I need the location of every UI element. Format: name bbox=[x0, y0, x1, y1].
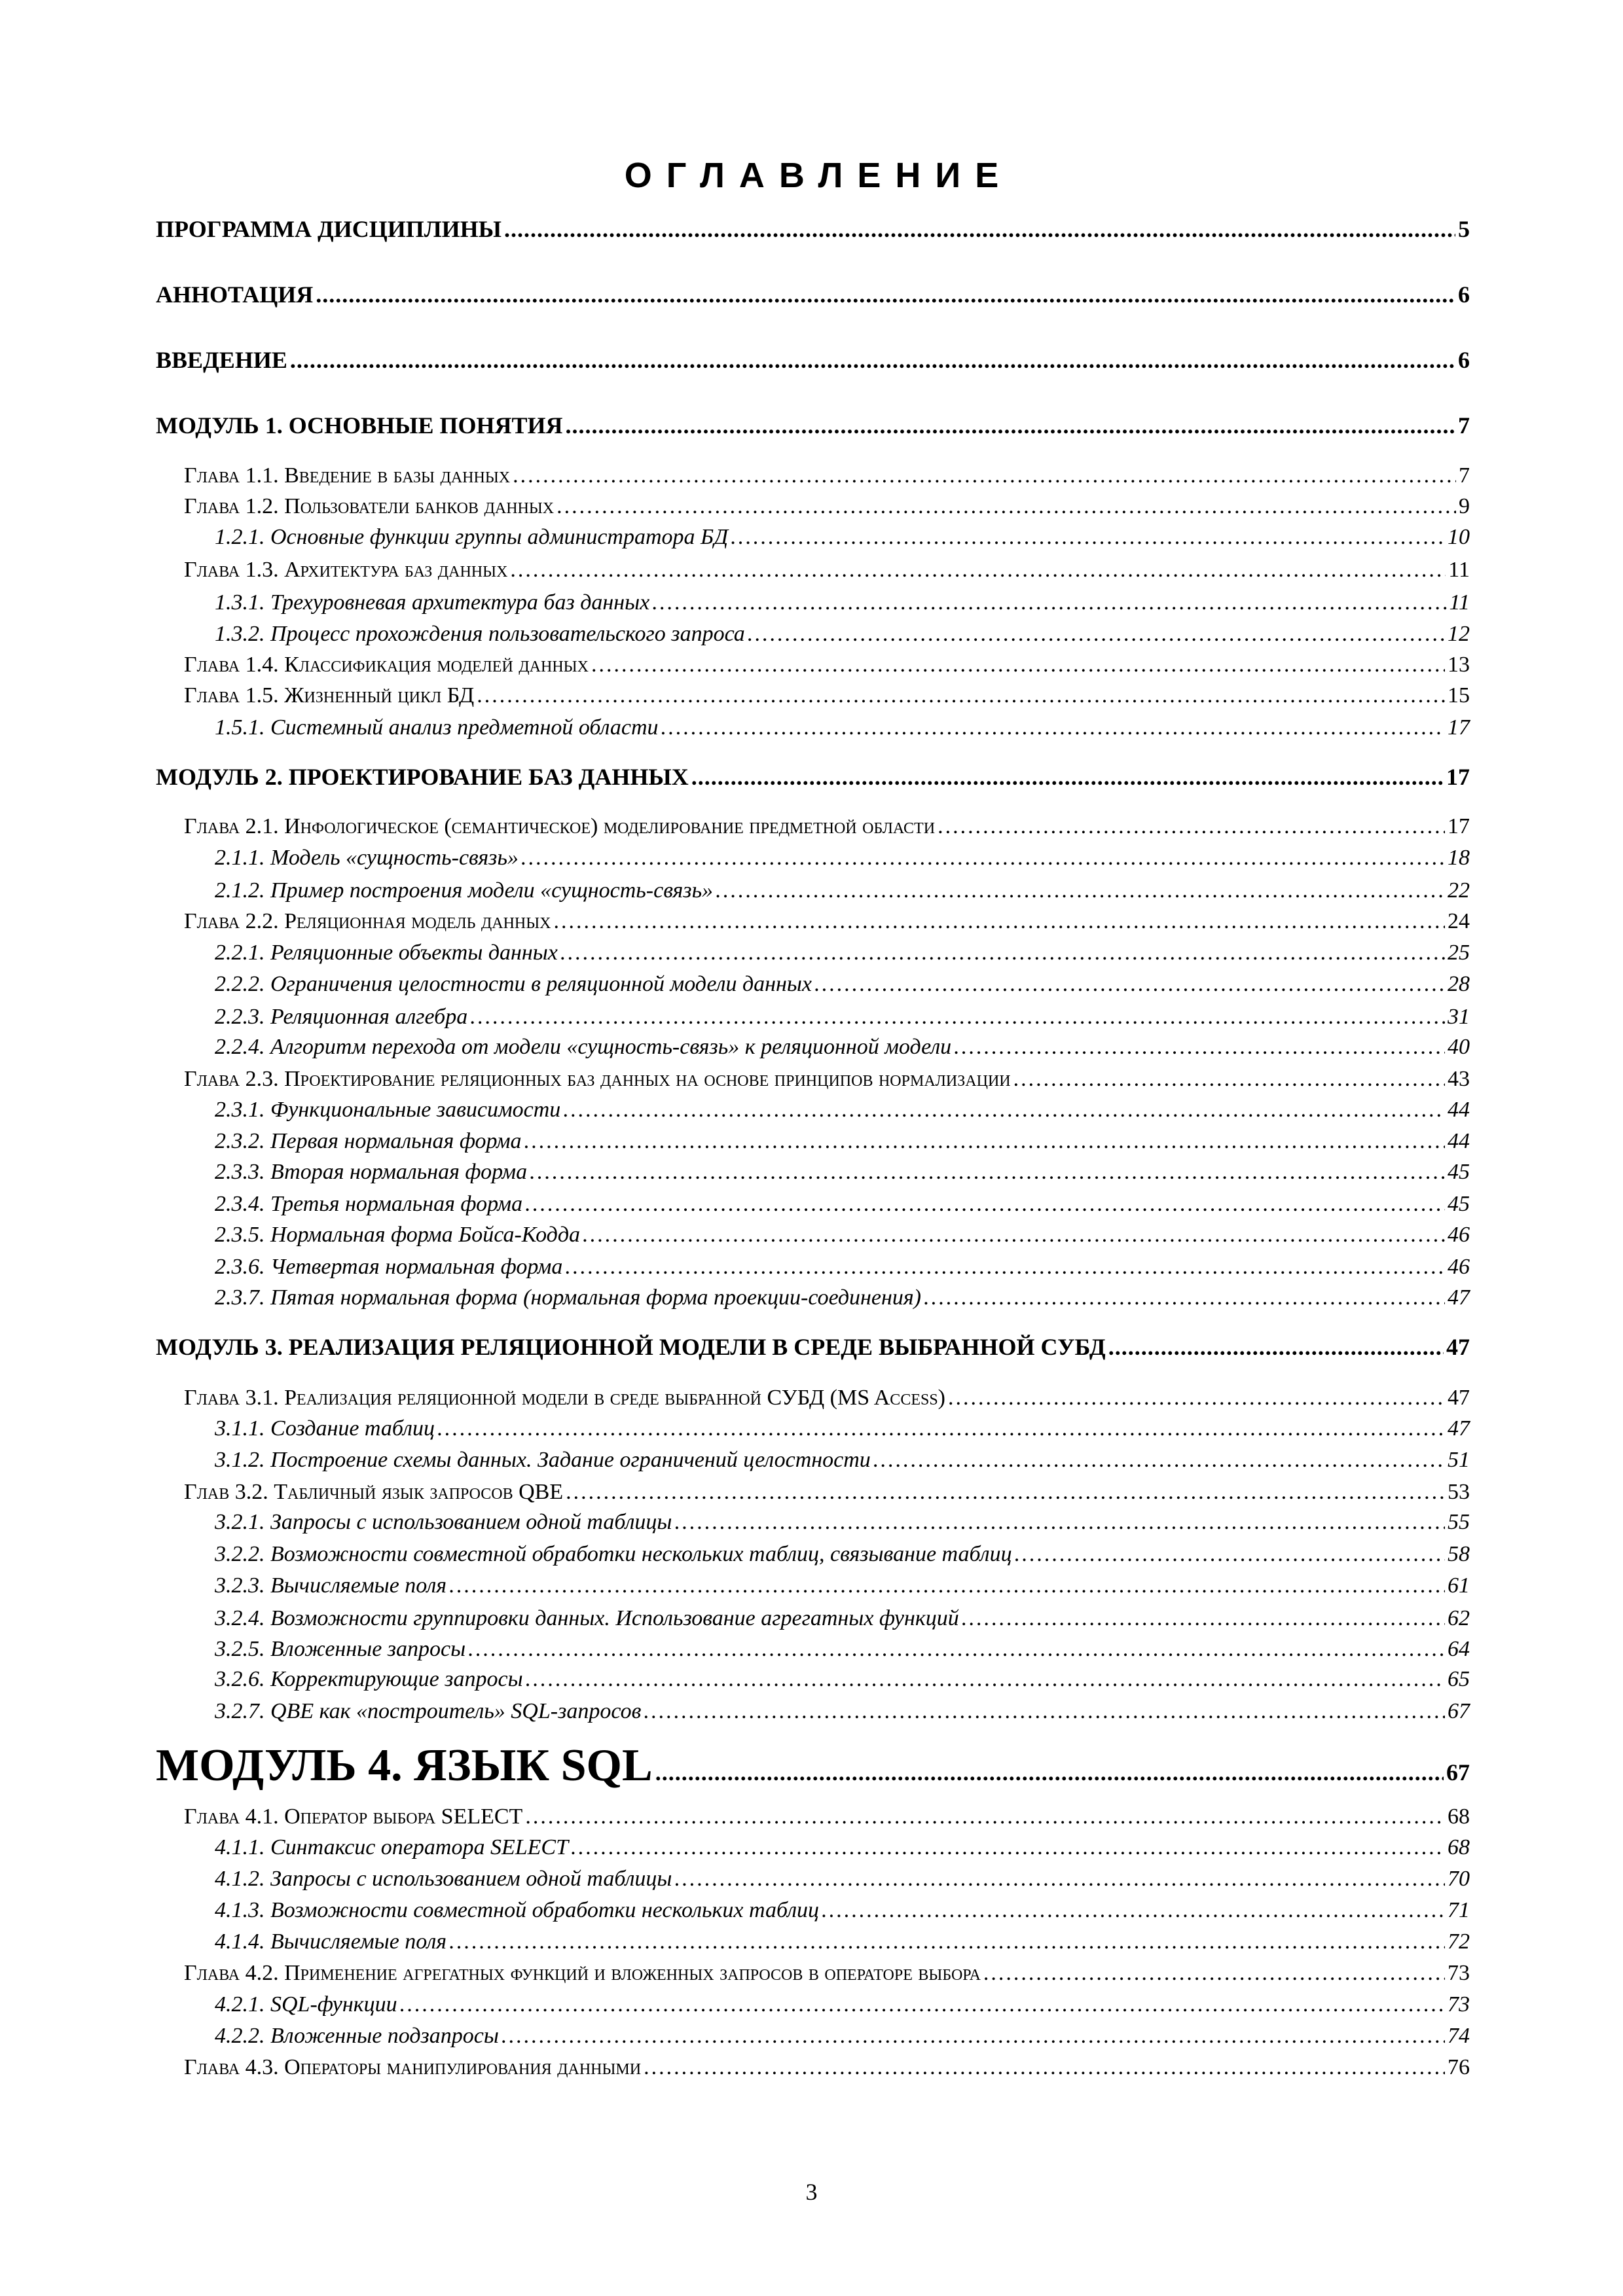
toc-entry-title: Глава 1.2. Пользователи банков данных bbox=[184, 494, 555, 518]
toc-entry-title: 4.1.1. Синтаксис оператора SELECT bbox=[215, 1835, 568, 1859]
toc-entry-chapter[interactable] bbox=[184, 554, 1470, 586]
toc-entry-page: 18 bbox=[1448, 846, 1470, 870]
toc-entry-title: 4.1.2. Запросы с использованием одной таблицы bbox=[215, 1867, 672, 1891]
toc-entry-page: 13 bbox=[1448, 653, 1470, 677]
toc-entry-section[interactable] bbox=[215, 1412, 1470, 1445]
dot-leader bbox=[524, 1125, 1445, 1158]
toc-entry-section[interactable] bbox=[215, 1863, 1470, 1895]
toc-entry-page: 46 bbox=[1448, 1255, 1470, 1279]
toc-entry-chapter[interactable] bbox=[184, 1382, 1470, 1414]
toc-entry-title: 4.1.3. Возможности совместной обработки нескольких таблиц bbox=[215, 1898, 820, 1922]
toc-entry-page: 40 bbox=[1448, 1035, 1470, 1059]
toc-entry-title: 3.2.7. QBE как «построитель» SQL-запросов bbox=[215, 1699, 642, 1723]
page-number: 3 bbox=[805, 2179, 818, 2205]
toc-entry-section[interactable] bbox=[215, 1570, 1470, 1602]
toc-entry-title: 2.2.1. Реляционные объекты данных bbox=[215, 941, 558, 965]
dot-leader bbox=[563, 1094, 1445, 1126]
toc-entry-page: 24 bbox=[1448, 909, 1470, 933]
dot-leader bbox=[948, 1382, 1445, 1414]
toc-entry-page: 74 bbox=[1448, 2024, 1470, 2048]
toc-entry-section[interactable] bbox=[215, 1031, 1470, 1064]
toc-entry-page: 43 bbox=[1448, 1067, 1470, 1091]
toc-entry-page: 71 bbox=[1448, 1898, 1470, 1922]
dot-leader bbox=[525, 1801, 1445, 1833]
toc-entry-chapter[interactable] bbox=[184, 490, 1470, 523]
toc-entry-page: 10 bbox=[1448, 525, 1470, 549]
toc-entry-title: ВВЕДЕНИЕ bbox=[156, 347, 287, 373]
toc-entry-section[interactable] bbox=[215, 1695, 1470, 1728]
dot-leader bbox=[661, 711, 1445, 744]
toc-entry-chapter[interactable] bbox=[184, 2051, 1470, 2084]
toc-entry-chapter[interactable] bbox=[184, 679, 1470, 712]
toc-entry-page: 9 bbox=[1459, 494, 1470, 518]
toc-entry-chapter[interactable] bbox=[184, 1476, 1470, 1509]
toc-entry-page: 47 bbox=[1448, 1285, 1470, 1310]
toc-entry-title: Глава 4.3. Операторы манипулирования данными bbox=[184, 2055, 642, 2079]
dot-leader bbox=[565, 1251, 1445, 1283]
dot-leader bbox=[924, 1282, 1445, 1314]
toc-entry-page: 6 bbox=[1458, 347, 1470, 373]
toc-entry-title: 2.1.1. Модель «сущность-связь» bbox=[215, 846, 519, 870]
toc-entry-page: 67 bbox=[1446, 1759, 1470, 1785]
toc-entry-section[interactable] bbox=[215, 1538, 1470, 1571]
toc-entry-title: ПРОГРАММА ДИСЦИПЛИНЫ bbox=[156, 216, 501, 242]
toc-entry-page: 58 bbox=[1448, 1542, 1470, 1566]
toc-entry-page: 68 bbox=[1448, 1804, 1470, 1829]
toc-entry-top[interactable] bbox=[156, 344, 1470, 376]
toc-entry-title: 2.3.5. Нормальная форма Бойса-Кодда bbox=[215, 1223, 581, 1247]
toc-entry-page: 47 bbox=[1446, 1334, 1470, 1360]
toc-entry-section[interactable] bbox=[215, 711, 1470, 744]
dot-leader bbox=[938, 810, 1445, 843]
toc-entry-title: МОДУЛЬ 1. ОСНОВНЫЕ ПОНЯТИЯ bbox=[156, 412, 563, 439]
toc-entry-title: Глава 4.2. Применение агрегатных функций и вложенных запросов в операторе выбора bbox=[184, 1961, 981, 1985]
toc-entry-title: 2.1.2. Пример построения модели «сущность-связь» bbox=[215, 878, 714, 903]
toc-entry-top[interactable] bbox=[156, 409, 1470, 442]
toc-entry-section[interactable] bbox=[215, 1125, 1470, 1158]
dot-leader bbox=[554, 905, 1445, 938]
toc-entry-page: 53 bbox=[1448, 1480, 1470, 1504]
toc-entry-section[interactable] bbox=[215, 1282, 1470, 1314]
toc-entry-huge[interactable] bbox=[156, 1736, 1470, 1795]
toc-entry-page: 28 bbox=[1448, 972, 1470, 996]
toc-entry-page: 47 bbox=[1448, 1416, 1470, 1441]
dot-leader bbox=[556, 490, 1456, 523]
toc-entry-section[interactable] bbox=[215, 1988, 1470, 2021]
toc-entry-top[interactable] bbox=[156, 213, 1470, 245]
toc-entry-title: 3.2.3. Вычисляемые поля bbox=[215, 1573, 447, 1598]
toc-entry-section[interactable] bbox=[215, 1663, 1470, 1696]
toc-entry-page: 12 bbox=[1448, 622, 1470, 646]
dot-leader bbox=[526, 1663, 1445, 1696]
toc-entry-chapter[interactable] bbox=[184, 459, 1470, 492]
dot-leader bbox=[583, 1219, 1445, 1251]
toc-entry-section[interactable] bbox=[215, 586, 1470, 619]
toc-entry-page: 45 bbox=[1448, 1160, 1470, 1184]
toc-entry-page: 17 bbox=[1448, 715, 1470, 740]
toc-entry-title: Глав 3.2. Табличный язык запросов QBE bbox=[184, 1480, 564, 1504]
dot-leader bbox=[449, 1926, 1445, 1958]
toc-entry-page: 73 bbox=[1448, 1961, 1470, 1985]
toc-entry-section[interactable] bbox=[215, 1001, 1470, 1033]
toc-entry-section[interactable] bbox=[215, 1094, 1470, 1126]
toc-entry-title: 2.2.2. Ограничения целостности в реляционной модели данных bbox=[215, 972, 812, 996]
toc-entry-page: 25 bbox=[1448, 941, 1470, 965]
toc-entry-page: 15 bbox=[1448, 683, 1470, 708]
dot-leader bbox=[674, 1506, 1445, 1539]
dot-leader bbox=[316, 278, 1455, 311]
toc-entry-title: 3.1.1. Создание таблиц bbox=[215, 1416, 435, 1441]
toc-entry-page: 11 bbox=[1448, 558, 1470, 582]
dot-leader bbox=[691, 761, 1444, 793]
toc-entry-section[interactable] bbox=[215, 1831, 1470, 1864]
toc-entry-page: 7 bbox=[1459, 463, 1470, 488]
toc-entry-title: 3.2.2. Возможности совместной обработки нескольких таблиц, связывание таблиц bbox=[215, 1542, 1012, 1566]
toc-entry-page: 72 bbox=[1448, 1929, 1470, 1954]
dot-leader bbox=[566, 409, 1455, 442]
dot-leader bbox=[290, 344, 1455, 376]
toc-entry-title: Глава 3.1. Реализация реляционной модели в среде выбранной СУБД (MS Access) bbox=[184, 1386, 946, 1410]
toc-entry-title: 3.1.2. Построение схемы данных. Задание ограничений целостности bbox=[215, 1448, 871, 1472]
dot-leader bbox=[525, 1188, 1445, 1221]
dot-leader bbox=[1015, 1538, 1445, 1571]
dot-leader bbox=[716, 874, 1445, 907]
toc-entry-page: 62 bbox=[1448, 1606, 1470, 1630]
toc-entry-section[interactable] bbox=[215, 2020, 1470, 2053]
toc-entry-section[interactable] bbox=[215, 618, 1470, 651]
dot-leader bbox=[571, 1831, 1445, 1864]
toc-entry-title: Глава 1.5. Жизненный цикл БД bbox=[184, 683, 475, 708]
dot-leader bbox=[560, 937, 1445, 969]
toc-entry-section[interactable] bbox=[215, 1156, 1470, 1189]
toc-entry-top[interactable] bbox=[156, 1331, 1470, 1363]
toc-entry-section[interactable] bbox=[215, 874, 1470, 907]
toc-entry-section[interactable] bbox=[215, 842, 1470, 874]
dot-leader bbox=[954, 1031, 1445, 1064]
toc-entry-page: 22 bbox=[1448, 878, 1470, 903]
toc-entry-title: 4.1.4. Вычисляемые поля bbox=[215, 1929, 447, 1954]
toc-entry-title: 2.3.7. Пятая нормальная форма (нормальная форма проекции-соединения) bbox=[215, 1285, 921, 1310]
toc-entry-title: 3.2.1. Запросы с использованием одной таблицы bbox=[215, 1510, 672, 1534]
dot-leader bbox=[477, 679, 1445, 712]
toc-entry-page: 67 bbox=[1448, 1699, 1470, 1723]
toc-entry-chapter[interactable] bbox=[184, 905, 1470, 938]
toc-entry-title: 1.3.2. Процесс прохождения пользовательского запроса bbox=[215, 622, 745, 646]
toc-entry-title: МОДУЛЬ 4. ЯЗЫК SQL bbox=[156, 1740, 653, 1791]
toc-entry-page: 46 bbox=[1448, 1223, 1470, 1247]
toc-entry-page: 68 bbox=[1448, 1835, 1470, 1859]
dot-leader bbox=[822, 1894, 1445, 1927]
dot-leader bbox=[983, 1957, 1445, 1990]
toc-entry-title: 2.3.6. Четвертая нормальная форма bbox=[215, 1255, 563, 1279]
toc-entry-section[interactable] bbox=[215, 1926, 1470, 1958]
toc-entry-section[interactable] bbox=[215, 1633, 1470, 1666]
dot-leader bbox=[513, 459, 1456, 492]
toc-entry-title: Глава 2.1. Инфологическое (семантическое) моделирование предметной области bbox=[184, 814, 936, 838]
toc-entry-title: АННОТАЦИЯ bbox=[156, 281, 314, 308]
toc-entry-section[interactable] bbox=[215, 521, 1470, 554]
dot-leader bbox=[591, 649, 1445, 681]
dot-leader bbox=[748, 618, 1445, 651]
toc-entry-chapter[interactable] bbox=[184, 1063, 1470, 1096]
toc-entry-page: 5 bbox=[1458, 216, 1470, 242]
toc-entry-title: 1.3.1. Трехуровневая архитектура баз данных bbox=[215, 590, 650, 615]
toc-entry-section[interactable] bbox=[215, 1602, 1470, 1635]
dot-leader bbox=[501, 2020, 1445, 2053]
dot-leader bbox=[521, 842, 1445, 874]
toc-entry-top[interactable] bbox=[156, 278, 1470, 311]
dot-leader bbox=[1013, 1063, 1445, 1096]
toc-entry-title: Глава 4.1. Оператор выбора SELECT bbox=[184, 1804, 523, 1829]
toc-entry-title: МОДУЛЬ 2. ПРОЕКТИРОВАНИЕ БАЗ ДАННЫХ bbox=[156, 764, 689, 790]
dot-leader bbox=[644, 1695, 1445, 1728]
toc-entry-page: 44 bbox=[1448, 1129, 1470, 1153]
toc-entry-title: 2.3.2. Первая нормальная форма bbox=[215, 1129, 522, 1153]
toc-entry-page: 55 bbox=[1448, 1510, 1470, 1534]
toc-entry-title: 3.2.4. Возможности группировки данных. Использование агрегатных функций bbox=[215, 1606, 959, 1630]
dot-leader bbox=[731, 521, 1445, 554]
dot-leader bbox=[470, 1001, 1445, 1033]
dot-leader bbox=[674, 1863, 1445, 1895]
toc-entry-page: 6 bbox=[1458, 281, 1470, 308]
toc-entry-page: 76 bbox=[1448, 2055, 1470, 2079]
toc-entry-page: 73 bbox=[1448, 1992, 1470, 2017]
toc-entry-title: 2.3.3. Вторая нормальная форма bbox=[215, 1160, 528, 1184]
toc-entry-page: 17 bbox=[1446, 764, 1470, 790]
toc-entry-page: 31 bbox=[1448, 1005, 1470, 1029]
toc-entry-section[interactable] bbox=[215, 1188, 1470, 1221]
dot-leader bbox=[400, 1988, 1445, 2021]
toc-entry-chapter[interactable] bbox=[184, 1801, 1470, 1833]
toc-entry-page: 70 bbox=[1448, 1867, 1470, 1891]
dot-leader bbox=[449, 1570, 1445, 1602]
toc-entry-page: 44 bbox=[1448, 1098, 1470, 1122]
toc-entry-title: 4.2.1. SQL-функции bbox=[215, 1992, 397, 2017]
toc-entry-title: 3.2.5. Вложенные запросы bbox=[215, 1637, 466, 1661]
dot-leader bbox=[504, 213, 1455, 245]
dot-leader bbox=[655, 1743, 1444, 1802]
toc-entry-top[interactable] bbox=[156, 761, 1470, 793]
toc-entry-chapter[interactable] bbox=[184, 1957, 1470, 1990]
dot-leader bbox=[468, 1633, 1445, 1666]
dot-leader bbox=[962, 1602, 1445, 1635]
toc-entry-page: 64 bbox=[1448, 1637, 1470, 1661]
toc-entry-page: 47 bbox=[1448, 1386, 1470, 1410]
dot-leader bbox=[530, 1156, 1445, 1189]
toc-entry-section[interactable] bbox=[215, 937, 1470, 969]
toc-entry-page: 51 bbox=[1448, 1448, 1470, 1472]
toc-entry-title: 2.3.4. Третья нормальная форма bbox=[215, 1192, 523, 1216]
dot-leader bbox=[437, 1412, 1445, 1445]
toc-entry-page: 45 bbox=[1448, 1192, 1470, 1216]
toc-entry-section[interactable] bbox=[215, 1219, 1470, 1251]
dot-leader bbox=[814, 968, 1445, 1001]
dot-leader bbox=[510, 554, 1446, 586]
toc-entry-title: 1.5.1. Системный анализ предметной области bbox=[215, 715, 659, 740]
toc-entry-title: МОДУЛЬ 3. РЕАЛИЗАЦИЯ РЕЛЯЦИОННОЙ МОДЕЛИ В СРЕДЕ ВЫБРАННОЙ СУБД bbox=[156, 1334, 1106, 1360]
dot-leader bbox=[566, 1476, 1445, 1509]
toc-entry-title: 3.2.6. Корректирующие запросы bbox=[215, 1667, 523, 1691]
toc-entry-title: 1.2.1. Основные функции группы администратора БД bbox=[215, 525, 729, 549]
toc-entry-title: Глава 2.3. Проектирование реляционных баз данных на основе принципов нормализации bbox=[184, 1067, 1011, 1091]
toc-entry-section[interactable] bbox=[215, 1444, 1470, 1477]
toc-entry-chapter[interactable] bbox=[184, 810, 1470, 843]
toc-entry-title: 4.2.2. Вложенные подзапросы bbox=[215, 2024, 499, 2048]
toc-entry-title: 2.2.3. Реляционная алгебра bbox=[215, 1005, 468, 1029]
toc-title: ОГЛАВЛЕНИЕ bbox=[624, 156, 1013, 195]
toc-entry-title: Глава 1.4. Классификация моделей данных bbox=[184, 653, 589, 677]
dot-leader bbox=[652, 586, 1446, 619]
toc-entry-title: Глава 1.3. Архитектура баз данных bbox=[184, 558, 508, 582]
toc-entry-section[interactable] bbox=[215, 1251, 1470, 1283]
toc-entry-page: 11 bbox=[1449, 590, 1470, 615]
toc-entry-title: 2.2.4. Алгоритм перехода от модели «сущность-связь» к реляционной модели bbox=[215, 1035, 952, 1059]
toc-entry-page: 17 bbox=[1448, 814, 1470, 838]
dot-leader bbox=[644, 2051, 1445, 2084]
toc-entry-page: 61 bbox=[1448, 1573, 1470, 1598]
dot-leader bbox=[1108, 1331, 1444, 1363]
toc-entry-title: 2.3.1. Функциональные зависимости bbox=[215, 1098, 561, 1122]
dot-leader bbox=[873, 1444, 1445, 1477]
toc-entry-title: Глава 2.2. Реляционная модель данных bbox=[184, 909, 551, 933]
toc-entry-chapter[interactable] bbox=[184, 649, 1470, 681]
toc-entry-section[interactable] bbox=[215, 1894, 1470, 1927]
toc-entry-section[interactable] bbox=[215, 1506, 1470, 1539]
toc-entry-section[interactable] bbox=[215, 968, 1470, 1001]
toc-entry-page: 65 bbox=[1448, 1667, 1470, 1691]
toc-entry-title: Глава 1.1. Введение в базы данных bbox=[184, 463, 511, 488]
toc-entry-page: 7 bbox=[1458, 412, 1470, 439]
